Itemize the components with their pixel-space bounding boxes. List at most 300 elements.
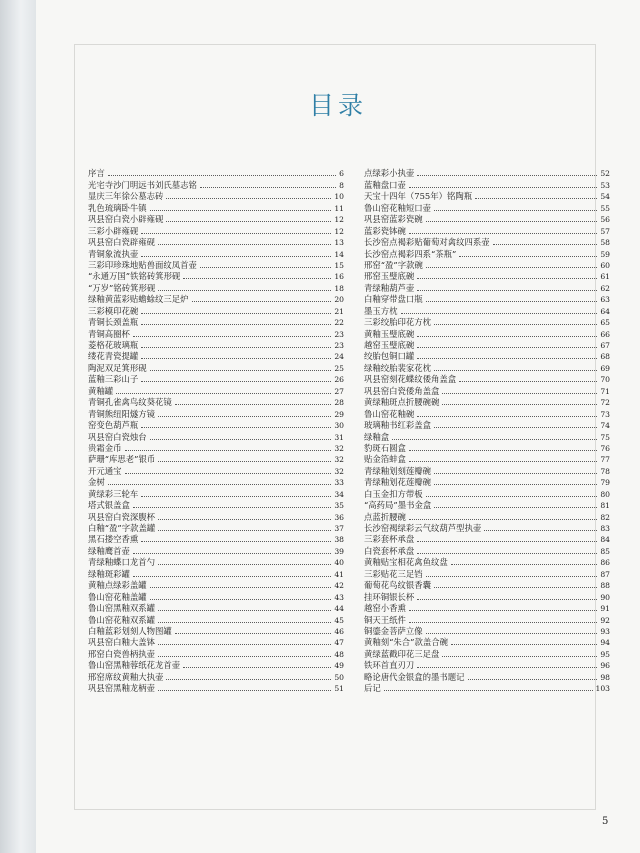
toc-entry-page: 34 (334, 489, 344, 499)
toc-dot-leader (166, 679, 331, 680)
toc-entry-page: 58 (600, 238, 610, 248)
toc-entry-title: 巩县窑蓝彩瓷碗 (364, 214, 423, 225)
toc-entry-page: 32 (334, 466, 344, 476)
toc-entry-page: 96 (600, 661, 610, 671)
toc-entry (364, 294, 610, 305)
toc-entry (88, 637, 344, 648)
toc-entry-title: 鲁山窑花釉双系罐 (88, 614, 155, 625)
toc-entry-page: 63 (600, 295, 610, 305)
toc-entry-page: 60 (600, 260, 610, 270)
toc-dot-leader (141, 427, 331, 428)
toc-entry (364, 557, 610, 568)
toc-dot-leader (175, 404, 332, 405)
toc-entry (364, 397, 610, 408)
toc-entry-title: 邢窑白瓷兽柄执壶 (88, 648, 155, 659)
toc-entry-title: 陶泥双足箕形砚 (88, 362, 147, 373)
toc-entry-page: 98 (600, 672, 610, 682)
toc-entry-page: 67 (600, 341, 610, 350)
toc-dot-leader (141, 541, 331, 542)
toc-entry-page: 28 (334, 398, 344, 408)
toc-entry (364, 534, 610, 545)
toc-entry (364, 454, 610, 465)
toc-entry-title: 黄绿蓝戳印花三足盘 (364, 648, 440, 659)
toc-entry (88, 488, 344, 499)
toc-entry-page: 45 (334, 615, 344, 625)
toc-entry (364, 408, 610, 419)
toc-entry-page: 66 (600, 329, 610, 339)
toc-entry-title: 窑变色葫芦瓶 (88, 420, 139, 431)
toc-entry-title: 绿釉盒 (364, 431, 390, 442)
toc-dot-leader (125, 473, 332, 474)
toc-entry (88, 443, 344, 454)
toc-entry-page: 43 (334, 592, 344, 602)
toc-entry (88, 168, 344, 179)
toc-entry-title: 葡萄花鸟纹银香囊 (364, 580, 431, 591)
toc-entry-title: 绿釉斑彩罐 (88, 568, 130, 579)
toc-entry-page: 61 (600, 272, 610, 282)
toc-entry-page: 85 (600, 546, 610, 556)
toc-dot-leader (141, 313, 331, 314)
toc-dot-leader (141, 347, 331, 348)
toc-dot-leader (434, 587, 597, 588)
toc-entry-page: 88 (600, 581, 610, 591)
toc-entry-page: 22 (334, 318, 344, 328)
toc-entry-title: 巩县窑黑釉龙柄壶 (88, 683, 155, 694)
toc-dot-leader (426, 576, 598, 577)
toc-entry-page: 46 (334, 626, 344, 636)
toc-dot-leader (451, 644, 597, 645)
toc-entry-page: 47 (334, 638, 344, 648)
toc-dot-leader (200, 267, 331, 268)
toc-entry-page: 91 (600, 604, 610, 614)
toc-entry (364, 260, 610, 271)
toc-entry (88, 626, 344, 637)
toc-entry-page: 33 (334, 478, 344, 488)
toc-entry (364, 420, 610, 431)
toc-entry (88, 202, 344, 213)
toc-dot-leader (426, 267, 598, 268)
toc-entry-page: 16 (334, 272, 344, 282)
toc-entry-title: 鲁山窑花釉短口壶 (364, 202, 431, 213)
toc-entry-page: 65 (600, 318, 610, 328)
toc-entry-page: 39 (334, 546, 344, 556)
toc-dot-leader (417, 416, 597, 417)
toc-entry-page: 75 (600, 432, 610, 442)
toc-dot-leader (417, 599, 597, 600)
toc-entry-page: 84 (600, 535, 610, 545)
toc-dot-leader (200, 187, 336, 188)
toc-dot-leader (409, 450, 597, 451)
toc-dot-leader (434, 484, 597, 485)
toc-entry (364, 477, 610, 488)
toc-entry-title: 青铜高圈杯 (88, 328, 130, 339)
toc-entry (364, 202, 610, 213)
toc-entry (364, 225, 610, 236)
toc-entry-title: 铁环首直刃刀 (364, 660, 415, 671)
toc-entry-page: 59 (600, 249, 610, 259)
toc-entry-title: 黄釉罐 (88, 385, 114, 396)
book-spine-edge (0, 0, 38, 853)
toc-entry-page: 51 (334, 684, 344, 694)
toc-entry (88, 214, 344, 225)
toc-entry-title: 三彩套杯承盘 (364, 534, 415, 545)
toc-entry-page: 81 (600, 501, 610, 511)
toc-entry-title: 蓝彩瓷钵碗 (364, 225, 406, 236)
toc-entry-title: 豹斑石圆盒 (364, 442, 406, 453)
toc-entry (88, 500, 344, 511)
toc-entry (88, 317, 344, 328)
toc-entry (88, 683, 344, 694)
toc-entry-page: 54 (600, 192, 610, 202)
toc-entry (88, 671, 344, 682)
toc-entry-title: 黄釉玉璧底碗 (364, 328, 415, 339)
toc-entry-title: 黄釉刻“朱合”款盖合碗 (364, 637, 448, 648)
toc-entry (88, 614, 344, 625)
toc-entry (88, 545, 344, 556)
toc-entry-title: 长沙窑点褐彩贴葡萄对禽纹四系壶 (364, 237, 490, 248)
toc-dot-leader (417, 290, 597, 291)
toc-entry-title: 鲁山窑黑釉双系罐 (88, 603, 155, 614)
toc-entry-page: 35 (334, 501, 344, 511)
toc-entry-title: 挂环铜银长杯 (364, 591, 415, 602)
toc-entry-page: 23 (334, 341, 344, 350)
toc-dot-leader (409, 610, 597, 611)
toc-entry (88, 603, 344, 614)
toc-entry-page: 6 (339, 169, 344, 179)
toc-entry (88, 408, 344, 419)
toc-dot-leader (158, 519, 331, 520)
toc-entry-page: 68 (600, 352, 610, 362)
toc-entry-title: 开元通宝 (88, 465, 122, 476)
toc-entry-title: 三彩模印花碗 (88, 305, 139, 316)
toc-entry-title: 蓝釉三彩山子 (88, 374, 139, 385)
toc-dot-leader (158, 656, 331, 657)
toc-entry-title: 塔式银盖盒 (88, 500, 130, 511)
toc-dot-leader (434, 370, 597, 371)
toc-dot-leader (125, 450, 332, 451)
toc-entry-page: 25 (334, 363, 344, 373)
toc-entry-title: 青绿釉划刻莲瓣碗 (364, 465, 431, 476)
toc-dot-leader (384, 690, 593, 691)
toc-entry-page: 93 (600, 626, 610, 636)
toc-entry-title: 白玉金扣方带板 (364, 488, 423, 499)
toc-entry (364, 305, 610, 316)
toc-entry-page: 32 (334, 455, 344, 465)
toc-entry-title: 越窑玉璧底碗 (364, 340, 415, 350)
toc-entry-title: 玻璃釉书红彩盖盒 (364, 420, 431, 431)
toc-entry (364, 545, 610, 556)
toc-entry (364, 271, 610, 282)
toc-entry-title: 青绿釉葫芦壶 (364, 282, 415, 293)
toc-dot-leader (434, 473, 597, 474)
toc-dot-leader (158, 290, 331, 291)
toc-entry-page: 41 (334, 569, 344, 579)
toc-entry (364, 626, 610, 637)
toc-entry-title: 三彩贴花三足铛 (364, 568, 423, 579)
toc-entry (88, 511, 344, 522)
toc-entry (364, 511, 610, 522)
toc-entry-page: 77 (600, 455, 610, 465)
toc-dot-leader (158, 610, 331, 611)
toc-entry-title: 巩县窑白瓷倭角盖盒 (364, 385, 440, 396)
toc-dot-leader (426, 301, 598, 302)
toc-entry (364, 500, 610, 511)
toc-dot-leader (417, 667, 597, 668)
toc-dot-leader (158, 644, 331, 645)
toc-entry-title: 金树 (88, 477, 105, 488)
toc-dot-leader (442, 393, 597, 394)
toc-entry (364, 465, 610, 476)
toc-entry-page: 53 (600, 180, 610, 190)
toc-dot-leader (192, 301, 332, 302)
toc-entry-page: 24 (334, 352, 344, 362)
toc-entry-title: 青绿釉蝶口龙首勺 (88, 557, 155, 568)
toc-entry-page: 52 (600, 169, 610, 179)
toc-entry-title: 绿釉黄蓝彩贴蟾蜍纹三足炉 (88, 294, 189, 305)
toc-entry (364, 431, 610, 442)
toc-dot-leader (392, 439, 597, 440)
toc-entry-page: 26 (334, 375, 344, 385)
toc-entry-title: 缕花青瓷提罐 (88, 351, 139, 362)
toc-dot-leader (459, 256, 597, 257)
toc-entry (364, 591, 610, 602)
toc-entry-page: 78 (600, 466, 610, 476)
toc-entry-page: 71 (600, 386, 610, 396)
toc-entry-title: “永通万国”铁铭砖箕形砚 (88, 271, 181, 282)
toc-entry-title: 鲁山窑黑釉蓉纸花龙首壶 (88, 660, 181, 671)
toc-dot-leader (108, 175, 336, 176)
book-page (36, 0, 640, 853)
toc-dot-leader (150, 599, 332, 600)
toc-entry-page: 13 (334, 238, 344, 248)
toc-entry (88, 282, 344, 293)
toc-entry-page: 32 (334, 443, 344, 453)
toc-entry (88, 557, 344, 568)
toc-entry-page: 57 (600, 226, 610, 236)
toc-entry-title: 三彩印珍珠地贴兽面纹凤首壶 (88, 259, 197, 270)
toc-entry-title: 青绿釉划花莲瓣碗 (364, 477, 431, 488)
toc-entry-title: 乳色琉璃卧牛镇 (88, 202, 147, 213)
toc-entry-page: 18 (334, 283, 344, 293)
toc-dot-leader (150, 370, 332, 371)
toc-entry-title: 黑石搂空香熏 (88, 534, 139, 545)
toc-dot-leader (434, 507, 597, 508)
toc-entry (88, 305, 344, 316)
toc-dot-leader (183, 667, 331, 668)
toc-dot-leader (141, 496, 331, 497)
toc-entry-page: 82 (600, 512, 610, 522)
toc-entry (364, 523, 610, 534)
toc-dot-leader (158, 244, 331, 245)
toc-entry (88, 523, 344, 534)
toc-entry (88, 237, 344, 248)
toc-entry-page: 55 (600, 203, 610, 213)
toc-entry (88, 568, 344, 579)
toc-entry (364, 443, 610, 454)
toc-entry-page: 95 (600, 649, 610, 659)
toc-entry-page: 56 (600, 215, 610, 225)
toc-entry (364, 351, 610, 362)
toc-entry (364, 362, 610, 373)
toc-dot-leader (141, 381, 331, 382)
toc-entry (364, 385, 610, 396)
toc-dot-leader (166, 221, 331, 222)
toc-entry-page: 79 (600, 478, 610, 488)
toc-entry (88, 179, 344, 190)
toc-entry (88, 420, 344, 431)
toc-entry (88, 477, 344, 488)
toc-entry-title: 巩县窑刻花蝶纹倭角盖盒 (364, 374, 457, 385)
toc-entry-page: 86 (600, 558, 610, 568)
toc-entry (364, 603, 610, 614)
toc-entry-page: 29 (334, 409, 344, 419)
toc-entry-title: 略论唐代金银盒的墨书题记 (364, 671, 465, 682)
toc-entry (88, 191, 344, 202)
toc-dot-leader (417, 336, 597, 337)
toc-entry-title: 萨珊“库思老”银币 (88, 454, 156, 465)
toc-entry-title: 邢窑“盈”字款碗 (364, 259, 423, 270)
toc-entry-page: 49 (334, 661, 344, 671)
toc-dot-leader (459, 381, 597, 382)
toc-entry-page: 76 (600, 443, 610, 453)
toc-dot-leader (434, 427, 597, 428)
toc-entry-title: 青铜象流执壶 (88, 248, 139, 259)
toc-dot-leader (493, 244, 598, 245)
toc-entry (88, 465, 344, 476)
toc-entry-title: 贴金箔蚌盒 (364, 454, 406, 465)
toc-dot-leader (150, 210, 332, 211)
toc-entry-title: 越窑小香熏 (364, 603, 406, 614)
toc-entry (88, 328, 344, 339)
toc-entry-title: 墨玉方枕 (364, 305, 398, 316)
page-number: 5 (602, 816, 609, 827)
toc-entry-title: 蓝釉盘口壶 (364, 179, 406, 190)
toc-dot-leader (150, 587, 332, 588)
toc-entry-page: 80 (600, 489, 610, 499)
toc-entry (88, 660, 344, 671)
toc-entry-page: 74 (600, 421, 610, 431)
toc-entry-page: 21 (334, 306, 344, 316)
toc-entry (88, 260, 344, 271)
toc-entry-page: 12 (334, 226, 344, 236)
toc-entry (364, 317, 610, 328)
toc-entry-page: 92 (600, 615, 610, 625)
toc-dot-leader (108, 484, 332, 485)
toc-entry (88, 648, 344, 659)
toc-dot-leader (426, 221, 598, 222)
toc-entry-title: 绿釉鹰首壶 (88, 545, 130, 556)
toc-dot-leader (175, 633, 332, 634)
toc-dot-leader (434, 210, 597, 211)
toc-entry (88, 294, 344, 305)
toc-entry-title: 黄釉贴宝相花禽鱼纹盘 (364, 557, 448, 568)
toc-entry-page: 31 (334, 432, 344, 442)
toc-entry-title: 长沙窑褐绿彩云气纹葫芦型执壶 (364, 523, 482, 533)
toc-dot-leader (484, 530, 597, 531)
toc-dot-leader (426, 633, 598, 634)
toc-entry-page: 72 (600, 398, 610, 408)
toc-entry-title: 白釉蓝彩划刻人物图罐 (88, 625, 172, 636)
toc-entry-title: 鲁山窑花釉盖罐 (88, 591, 147, 602)
toc-entry (364, 328, 610, 339)
toc-entry-title: 巩县窑白瓷深腹杯 (88, 511, 155, 522)
toc-entry-page: 48 (334, 649, 344, 659)
toc-dot-leader (141, 324, 331, 325)
toc-entry-title: 青铜孔雀禽鸟纹葵花镜 (88, 397, 172, 408)
toc-entry-title: 后记 (364, 683, 381, 694)
toc-dot-leader (401, 313, 598, 314)
toc-entry-page: 70 (600, 375, 610, 385)
toc-column-left (88, 168, 344, 694)
toc-entry-title: 白釉穿带盘口瓶 (364, 294, 423, 305)
toc-entry (88, 248, 344, 259)
toc-entry-title: 光宅寺沙门明远书刘氏墓志铭 (88, 179, 197, 190)
toc-entry-title: 铜天王纸件 (364, 614, 406, 625)
toc-dot-leader (150, 439, 332, 440)
toc-entry-title: 三彩小辟雍砚 (88, 225, 139, 236)
toc-entry (364, 683, 610, 694)
toc-entry-page: 10 (334, 192, 344, 202)
toc-dot-leader (451, 564, 598, 565)
toc-entry (88, 374, 344, 385)
toc-dot-leader (158, 564, 331, 565)
toc-entry (364, 648, 610, 659)
toc-entry (88, 362, 344, 373)
toc-entry-page: 8 (339, 180, 344, 190)
toc-dot-leader (475, 198, 597, 199)
toc-entry-title: 巩县窑白瓷小辟雍砚 (88, 214, 164, 225)
toc-entry (364, 340, 610, 351)
toc-entry-title: 黄绿彩三轮车 (88, 488, 139, 499)
toc-dot-leader (116, 393, 331, 394)
toc-entry (364, 671, 610, 682)
toc-dot-leader (426, 496, 598, 497)
toc-entry-page: 37 (334, 524, 344, 533)
toc-entry-page: 12 (334, 215, 344, 225)
toc-entry-title: “高药局”墨书金盒 (364, 500, 432, 511)
toc-entry-page: 15 (334, 260, 344, 270)
toc-entry-title: 三彩绞胎印花方枕 (364, 317, 431, 328)
toc-dot-leader (417, 347, 597, 348)
toc-entry-title: 点蓝折腰碗 (364, 511, 406, 522)
toc-entry (88, 340, 344, 351)
toc-entry-page: 27 (334, 386, 344, 396)
toc-entry-page: 20 (334, 295, 344, 305)
toc-entry-page: 44 (334, 604, 344, 614)
toc-entry (364, 191, 610, 202)
toc-entry-page: 50 (334, 672, 344, 682)
toc-entry-title: 绞胎包铜口罐 (364, 351, 415, 362)
toc-entry (88, 454, 344, 465)
toc-entry-page: 42 (334, 581, 344, 591)
toc-entry-page: 94 (600, 638, 610, 648)
toc-dot-leader (158, 461, 331, 462)
toc-entry (88, 591, 344, 602)
toc-entry (88, 385, 344, 396)
toc-entry-page: 38 (334, 535, 344, 545)
toc-dot-leader (417, 278, 597, 279)
toc-entry-title: 巩县窑白釉大盖钵 (88, 637, 155, 648)
toc-entry-page: 40 (334, 558, 344, 568)
toc-entry-title: 青铜熊纽阳燧方镜 (88, 408, 155, 419)
toc-dot-leader (409, 461, 597, 462)
toc-dot-leader (468, 679, 598, 680)
toc-entry-page: 30 (334, 421, 344, 431)
toc-entry (364, 660, 610, 671)
toc-entry-page: 14 (334, 249, 344, 259)
toc-dot-leader (417, 553, 597, 554)
toc-dot-leader (141, 358, 331, 359)
